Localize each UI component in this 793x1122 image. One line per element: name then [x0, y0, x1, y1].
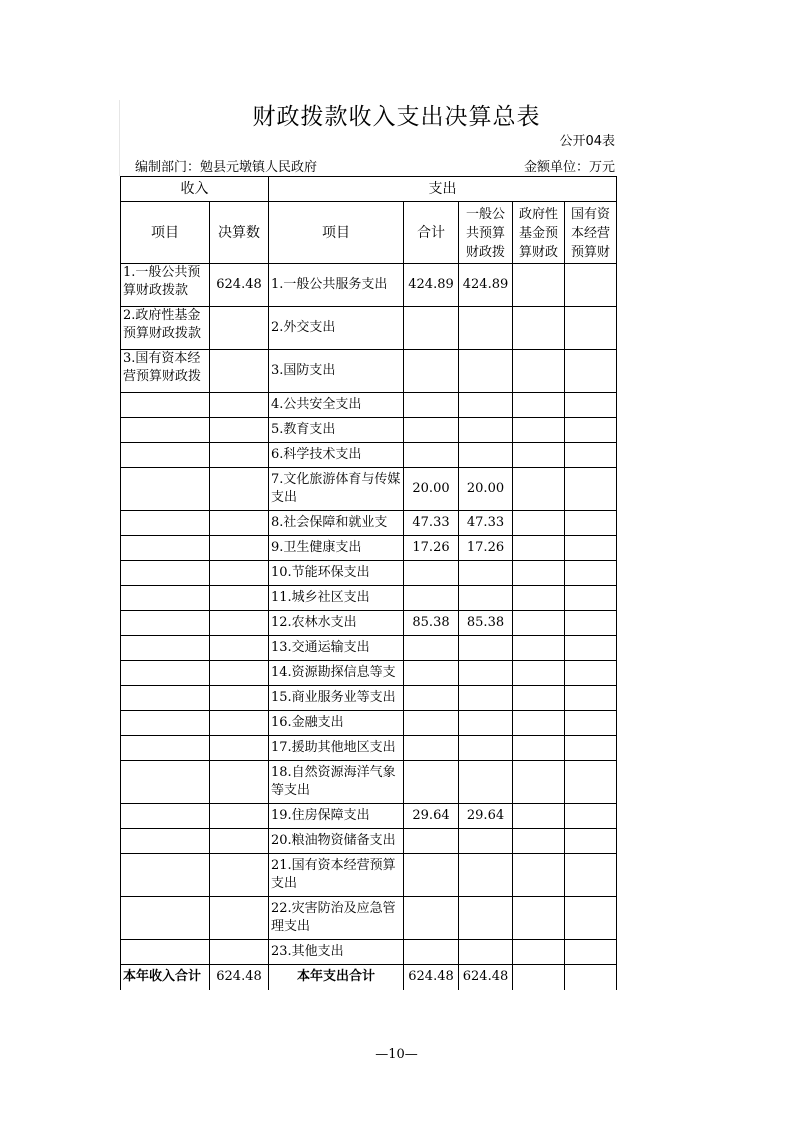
expense-state-capital-cell — [565, 468, 617, 511]
table-row — [121, 350, 617, 393]
expense-fund-cell — [513, 468, 565, 511]
table-row — [121, 443, 617, 468]
income-item-cell — [121, 636, 210, 661]
income-header: 收入 — [121, 177, 269, 202]
income-item-cell — [121, 661, 210, 686]
income-item-cell: 1.一般公共预算财政拨款 — [121, 264, 210, 307]
table-row — [121, 854, 617, 897]
expense-total-cell — [404, 307, 459, 350]
expense-item-cell: 12.农林水支出 — [269, 611, 404, 636]
expense-total-cell — [404, 854, 459, 897]
table-row — [121, 897, 617, 940]
income-amount-cell: 624.48 — [210, 264, 269, 307]
table-row — [121, 511, 617, 536]
expense-fund-cell — [513, 307, 565, 350]
expense-item-cell: 6.科学技术支出 — [269, 443, 404, 468]
table-row — [121, 829, 617, 854]
income-item-cell — [121, 393, 210, 418]
income-item-cell — [121, 761, 210, 804]
income-item-cell — [121, 418, 210, 443]
income-item-cell — [121, 897, 210, 940]
expense-state-capital-cell — [565, 611, 617, 636]
expense-state-capital-cell — [565, 393, 617, 418]
income-amount-cell — [210, 393, 269, 418]
state-capital-total-cell — [565, 965, 617, 990]
amount-unit: 金额单位：万元 — [523, 160, 615, 175]
expense-fund-cell — [513, 854, 565, 897]
expense-state-capital-cell — [565, 443, 617, 468]
table-row — [121, 611, 617, 636]
expense-general-cell — [459, 350, 513, 393]
expense-state-capital-cell — [565, 561, 617, 586]
expense-general-cell — [459, 393, 513, 418]
expense-item-cell: 20.粮油物资储备支出 — [269, 829, 404, 854]
income-amount-cell — [210, 511, 269, 536]
expense-item-cell: 8.社会保障和就业支 — [269, 511, 404, 536]
income-item-cell — [121, 711, 210, 736]
income-amount-cell — [210, 686, 269, 711]
expense-fund-cell — [513, 586, 565, 611]
table-row — [121, 804, 617, 829]
income-item-cell: 3.国有资本经营预算财政拨 — [121, 350, 210, 393]
expense-general-cell: 20.00 — [459, 468, 513, 511]
income-amount-cell — [210, 586, 269, 611]
expense-item-cell: 3.国防支出 — [269, 350, 404, 393]
expense-total-cell — [404, 761, 459, 804]
expense-general-cell: 85.38 — [459, 611, 513, 636]
income-item-cell — [121, 804, 210, 829]
expense-state-capital-cell — [565, 307, 617, 350]
income-amount-cell — [210, 736, 269, 761]
expense-total-cell — [404, 829, 459, 854]
table-row — [121, 636, 617, 661]
expense-header: 支出 — [269, 177, 617, 202]
expense-general-cell — [459, 418, 513, 443]
expense-fund-cell — [513, 636, 565, 661]
expense-general-cell — [459, 307, 513, 350]
table-row — [121, 940, 617, 965]
table-row — [121, 736, 617, 761]
total-header: 合计 — [404, 202, 459, 264]
expense-item-header: 项目 — [269, 202, 404, 264]
income-item-cell — [121, 736, 210, 761]
expense-general-cell — [459, 761, 513, 804]
income-item-cell — [121, 536, 210, 561]
expense-general-cell: 17.26 — [459, 536, 513, 561]
expense-general-cell — [459, 586, 513, 611]
expense-total-amount: 624.48 — [404, 965, 459, 990]
expense-total-cell: 29.64 — [404, 804, 459, 829]
income-total-amount: 624.48 — [210, 965, 269, 990]
expense-item-cell: 14.资源勘探信息等支 — [269, 661, 404, 686]
income-item-header: 项目 — [121, 202, 210, 264]
general-budget-header: 一般公共预算财政拨 — [459, 202, 513, 264]
expense-fund-cell — [513, 661, 565, 686]
expense-item-cell: 11.城乡社区支出 — [269, 586, 404, 611]
expense-state-capital-cell — [565, 586, 617, 611]
expense-fund-cell — [513, 350, 565, 393]
expense-total-label: 本年支出合计 — [269, 965, 404, 990]
expense-state-capital-cell — [565, 761, 617, 804]
expense-state-capital-cell — [565, 736, 617, 761]
expense-total-cell — [404, 661, 459, 686]
expense-total-cell: 20.00 — [404, 468, 459, 511]
expense-total-cell — [404, 443, 459, 468]
fund-budget-header: 政府性基金预算财政 — [513, 202, 565, 264]
expense-state-capital-cell — [565, 804, 617, 829]
income-item-cell — [121, 686, 210, 711]
income-amount-cell — [210, 307, 269, 350]
table-row — [121, 761, 617, 804]
expense-fund-cell — [513, 561, 565, 586]
income-amount-cell — [210, 829, 269, 854]
expense-fund-cell — [513, 536, 565, 561]
expense-state-capital-cell — [565, 511, 617, 536]
expense-fund-cell — [513, 611, 565, 636]
expense-item-cell: 22.灾害防治及应急管理支出 — [269, 897, 404, 940]
table-row — [121, 661, 617, 686]
expense-total-cell — [404, 418, 459, 443]
income-amount-cell — [210, 611, 269, 636]
expense-total-cell — [404, 897, 459, 940]
expense-fund-cell — [513, 686, 565, 711]
expense-general-cell — [459, 686, 513, 711]
fund-total-cell — [513, 965, 565, 990]
income-item-cell — [121, 611, 210, 636]
income-item-cell: 2.政府性基金预算财政拨款 — [121, 307, 210, 350]
expense-item-cell: 1.一般公共服务支出 — [269, 264, 404, 307]
page-number: —10— — [375, 1047, 418, 1062]
expense-general-cell — [459, 443, 513, 468]
expense-total-cell — [404, 393, 459, 418]
expense-fund-cell — [513, 393, 565, 418]
expense-state-capital-cell — [565, 686, 617, 711]
expense-general-cell — [459, 854, 513, 897]
income-amount-cell — [210, 468, 269, 511]
expense-item-cell: 5.教育支出 — [269, 418, 404, 443]
income-item-cell — [121, 561, 210, 586]
expense-general-cell: 29.64 — [459, 804, 513, 829]
expense-fund-cell — [513, 711, 565, 736]
income-amount-cell — [210, 940, 269, 965]
compiling-department: 编制部门：勉县元墩镇人民政府 — [135, 160, 318, 175]
income-item-cell — [121, 468, 210, 511]
expense-item-cell: 21.国有资本经营预算支出 — [269, 854, 404, 897]
expense-item-cell: 4.公共安全支出 — [269, 393, 404, 418]
expense-fund-cell — [513, 418, 565, 443]
expense-general-cell — [459, 736, 513, 761]
income-amount-cell — [210, 711, 269, 736]
expense-item-cell: 7.文化旅游体育与传媒支出 — [269, 468, 404, 511]
income-amount-cell — [210, 761, 269, 804]
expense-total-cell: 17.26 — [404, 536, 459, 561]
table-row — [121, 393, 617, 418]
expense-total-cell: 85.38 — [404, 611, 459, 636]
expense-state-capital-cell — [565, 829, 617, 854]
expense-state-capital-cell — [565, 854, 617, 897]
expense-item-cell: 10.节能环保支出 — [269, 561, 404, 586]
expense-general-cell — [459, 711, 513, 736]
expense-state-capital-cell — [565, 940, 617, 965]
expense-item-cell: 9.卫生健康支出 — [269, 536, 404, 561]
table-row — [121, 468, 617, 511]
income-item-cell — [121, 940, 210, 965]
income-amount-cell — [210, 561, 269, 586]
expense-total-cell — [404, 940, 459, 965]
table-row — [121, 264, 617, 307]
expense-state-capital-cell — [565, 661, 617, 686]
expense-fund-cell — [513, 897, 565, 940]
expense-total-cell — [404, 350, 459, 393]
table-row — [121, 418, 617, 443]
expense-general-cell — [459, 636, 513, 661]
expense-total-cell — [404, 711, 459, 736]
table-row — [121, 711, 617, 736]
expense-general-cell — [459, 561, 513, 586]
table-row — [121, 561, 617, 586]
expense-item-cell: 18.自然资源海洋气象等支出 — [269, 761, 404, 804]
expense-general-cell: 424.89 — [459, 264, 513, 307]
expense-item-cell: 2.外交支出 — [269, 307, 404, 350]
expense-general-cell — [459, 940, 513, 965]
income-item-cell — [121, 443, 210, 468]
expense-item-cell: 15.商业服务业等支出 — [269, 686, 404, 711]
expense-general-cell — [459, 661, 513, 686]
expense-state-capital-cell — [565, 418, 617, 443]
income-amount-cell — [210, 661, 269, 686]
expense-state-capital-cell — [565, 264, 617, 307]
income-amount-cell — [210, 418, 269, 443]
income-amount-cell — [210, 636, 269, 661]
expense-total-cell: 47.33 — [404, 511, 459, 536]
expense-fund-cell — [513, 264, 565, 307]
expense-general-cell — [459, 829, 513, 854]
expense-total-cell — [404, 686, 459, 711]
expense-total-cell: 424.89 — [404, 264, 459, 307]
expense-fund-cell — [513, 736, 565, 761]
expense-state-capital-cell — [565, 711, 617, 736]
table-row — [121, 307, 617, 350]
expense-fund-cell — [513, 804, 565, 829]
income-amount-cell — [210, 536, 269, 561]
income-amount-cell — [210, 350, 269, 393]
expense-item-cell: 17.援助其他地区支出 — [269, 736, 404, 761]
expense-item-cell: 13.交通运输支出 — [269, 636, 404, 661]
state-capital-header: 国有资本经营预算财 — [565, 202, 617, 264]
expense-general-cell: 47.33 — [459, 511, 513, 536]
expense-state-capital-cell — [565, 636, 617, 661]
income-amount-cell — [210, 443, 269, 468]
expense-fund-cell — [513, 761, 565, 804]
table-row — [121, 536, 617, 561]
income-item-cell — [121, 829, 210, 854]
budget-summary-table — [120, 176, 617, 990]
expense-fund-cell — [513, 829, 565, 854]
expense-general-cell — [459, 897, 513, 940]
income-amount-cell — [210, 897, 269, 940]
expense-fund-cell — [513, 940, 565, 965]
budget-amount-header: 决算数 — [210, 202, 269, 264]
table-row — [121, 586, 617, 611]
expense-state-capital-cell — [565, 536, 617, 561]
income-total-label: 本年收入合计 — [121, 965, 210, 990]
totals-row — [121, 965, 617, 990]
expense-item-cell: 16.金融支出 — [269, 711, 404, 736]
income-amount-cell — [210, 854, 269, 897]
table-row — [121, 686, 617, 711]
expense-total-cell — [404, 636, 459, 661]
expense-state-capital-cell — [565, 350, 617, 393]
expense-total-cell — [404, 561, 459, 586]
expense-item-cell: 23.其他支出 — [269, 940, 404, 965]
page-title: 财政拨款收入支出决算总表 — [252, 104, 541, 130]
income-amount-cell — [210, 804, 269, 829]
expense-fund-cell — [513, 443, 565, 468]
expense-state-capital-cell — [565, 897, 617, 940]
income-item-cell — [121, 854, 210, 897]
expense-general-total: 624.48 — [459, 965, 513, 990]
income-item-cell — [121, 586, 210, 611]
income-item-cell — [121, 511, 210, 536]
table-number: 公开04表 — [559, 134, 615, 149]
expense-fund-cell — [513, 511, 565, 536]
expense-item-cell: 19.住房保障支出 — [269, 804, 404, 829]
expense-total-cell — [404, 586, 459, 611]
expense-total-cell — [404, 736, 459, 761]
